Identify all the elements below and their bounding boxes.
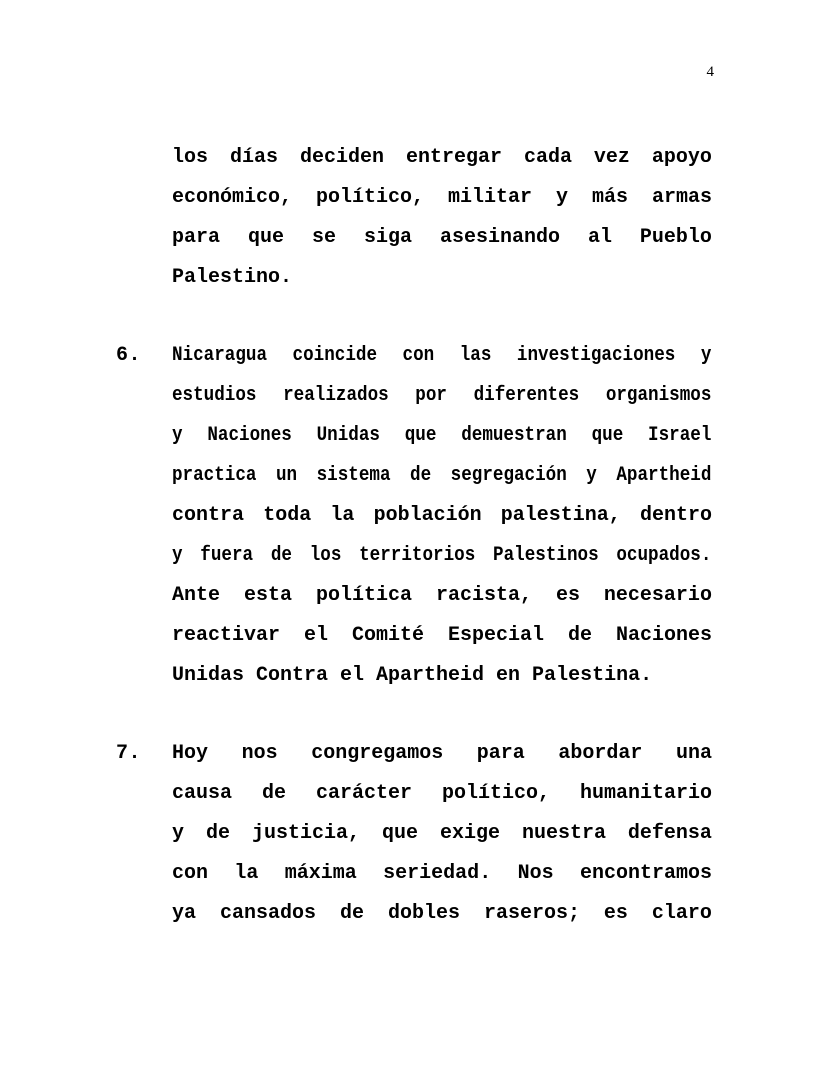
text-line <box>172 138 712 178</box>
text-line <box>172 456 711 496</box>
list-number: 6. <box>116 344 142 367</box>
paragraph-lines <box>172 138 712 298</box>
word: Naciones <box>207 424 292 447</box>
text-line <box>172 734 712 774</box>
word: coincide <box>292 344 378 367</box>
word: y <box>555 186 568 209</box>
word: humanitario <box>579 782 712 805</box>
word: siga <box>363 226 412 249</box>
word: Comité <box>351 624 424 647</box>
word: armas <box>651 186 712 209</box>
word: exige <box>439 822 500 845</box>
word: política <box>315 584 412 607</box>
word: demuestran <box>461 424 567 447</box>
word: político, <box>441 782 550 805</box>
document-body <box>116 138 712 934</box>
word: esta <box>243 584 292 607</box>
text-line: Unidas Contra el Apartheid en Palestina. <box>172 664 653 687</box>
word: justicia, <box>251 822 360 845</box>
word: nuestra <box>521 822 606 845</box>
paragraph-continuation <box>116 138 712 298</box>
word: de <box>339 902 364 925</box>
word: y <box>586 464 597 487</box>
word: contra <box>172 504 245 527</box>
word: los <box>309 544 342 567</box>
word: el <box>304 624 329 647</box>
word: militar <box>448 186 533 209</box>
word: un <box>275 464 298 487</box>
word: dentro <box>639 504 712 527</box>
word: y <box>172 822 185 845</box>
word: causa <box>172 782 233 805</box>
paragraph-lines <box>172 734 712 934</box>
word: investigaciones <box>516 344 676 367</box>
word: las <box>459 344 492 367</box>
text-line <box>172 616 712 656</box>
word: carácter <box>315 782 412 805</box>
word: congregamos <box>311 742 444 765</box>
word: los <box>172 146 209 169</box>
word: seriedad. <box>383 862 492 885</box>
word: que <box>404 424 437 447</box>
word: reactivar <box>172 624 281 647</box>
word: y <box>172 424 183 447</box>
word: para <box>172 226 221 249</box>
word: es <box>555 584 580 607</box>
text-line <box>172 576 712 616</box>
text-line <box>172 496 712 536</box>
word: Unidas <box>316 424 380 447</box>
word: la <box>234 862 259 885</box>
text-line <box>172 416 711 456</box>
word: Pueblo <box>639 226 712 249</box>
text-line <box>172 336 711 376</box>
word: abordar <box>558 742 643 765</box>
word: nos <box>241 742 278 765</box>
text-line <box>172 178 712 218</box>
word: y <box>700 344 712 367</box>
word: encontramos <box>579 862 712 885</box>
paragraph-6 <box>116 336 712 696</box>
text-line <box>172 536 711 576</box>
word: para <box>476 742 525 765</box>
word: toda <box>263 504 312 527</box>
word: Apartheid <box>616 464 712 487</box>
word: entregar <box>405 146 502 169</box>
word: apoyo <box>651 146 712 169</box>
text-line <box>172 774 712 814</box>
list-number: 7. <box>116 742 142 765</box>
word: racista, <box>435 584 532 607</box>
word: se <box>311 226 336 249</box>
word: y <box>172 544 183 567</box>
word: político, <box>316 186 425 209</box>
text-line <box>172 376 711 416</box>
word: fuera <box>200 544 254 567</box>
word: Israel <box>648 424 712 447</box>
word: practica <box>172 464 257 487</box>
word: cansados <box>219 902 316 925</box>
word: de <box>261 782 286 805</box>
word: estudios <box>172 384 257 407</box>
text-line: Palestino. <box>172 266 293 289</box>
paragraph-lines <box>172 336 712 696</box>
word: de <box>270 544 292 567</box>
word: que <box>381 822 418 845</box>
word: económico, <box>172 186 293 209</box>
word: que <box>247 226 284 249</box>
word: diferentes <box>473 384 580 407</box>
word: que <box>591 424 624 447</box>
word: asesinando <box>439 226 560 249</box>
word: dobles <box>387 902 460 925</box>
word: Nicaragua <box>172 344 268 367</box>
text-line <box>172 814 712 854</box>
word: de <box>567 624 592 647</box>
page-number: 4 <box>706 64 714 80</box>
word: territorios <box>359 544 476 567</box>
text-line <box>172 854 712 894</box>
word: con <box>172 862 209 885</box>
word: Naciones <box>615 624 712 647</box>
word: claro <box>651 902 712 925</box>
word: Nos <box>517 862 554 885</box>
word: máxima <box>284 862 357 885</box>
word: con <box>402 344 435 367</box>
word: de <box>205 822 230 845</box>
word: palestina, <box>500 504 621 527</box>
word: necesario <box>603 584 712 607</box>
word: una <box>675 742 712 765</box>
word: de <box>410 464 432 487</box>
paragraph-7 <box>116 734 712 934</box>
word: Especial <box>447 624 544 647</box>
word: al <box>587 226 612 249</box>
text-line <box>172 894 712 934</box>
word: es <box>603 902 628 925</box>
word: Palestinos <box>493 544 599 567</box>
word: organismos <box>605 384 712 407</box>
word: ocupados. <box>616 544 712 567</box>
word: segregación <box>450 464 567 487</box>
word: días <box>229 146 278 169</box>
word: deciden <box>299 146 384 169</box>
word: más <box>591 186 628 209</box>
word: Hoy <box>172 742 209 765</box>
word: defensa <box>627 822 712 845</box>
word: raseros; <box>483 902 580 925</box>
word: vez <box>593 146 630 169</box>
word: por <box>415 384 447 407</box>
text-line <box>172 218 712 258</box>
word: población <box>373 504 482 527</box>
word: sistema <box>316 464 391 487</box>
word: realizados <box>283 384 389 407</box>
word: ya <box>172 902 197 925</box>
word: la <box>330 504 355 527</box>
word: cada <box>523 146 572 169</box>
word: Ante <box>172 584 221 607</box>
